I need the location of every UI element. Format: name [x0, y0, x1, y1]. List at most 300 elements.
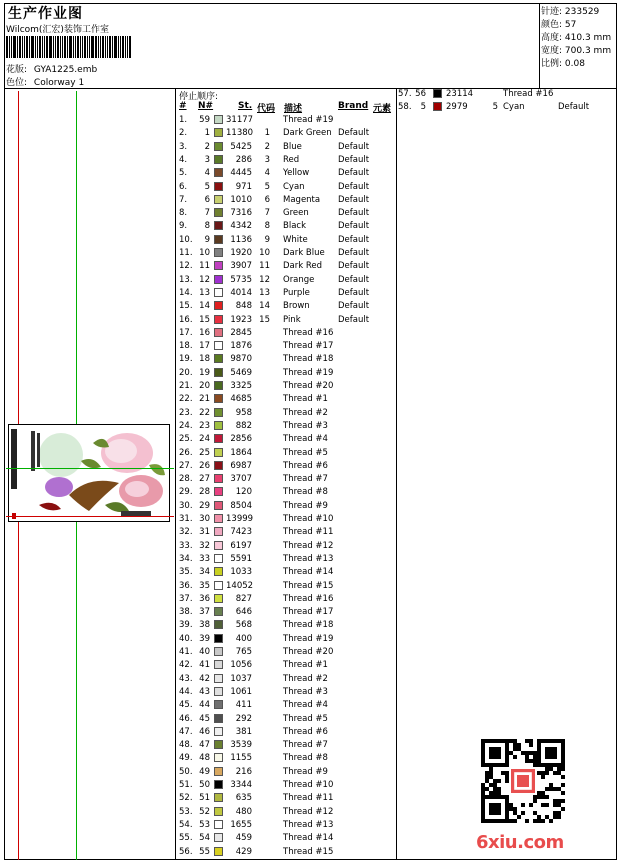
needle-number: 26: [199, 460, 210, 471]
stitch-count: 11380: [226, 128, 254, 139]
color-description: Thread #4: [283, 434, 328, 445]
stitch-count: 3325: [230, 381, 252, 391]
stitch-count: 5591: [230, 553, 252, 564]
needle-number: 14: [199, 301, 210, 312]
stitch-count: 958: [235, 407, 252, 418]
color-description: Thread #5: [283, 447, 328, 458]
stitch-count: 2845: [230, 327, 252, 338]
color-swatch: [214, 660, 223, 669]
row-index: 33.: [179, 540, 193, 551]
stitch-count: 216: [235, 766, 252, 777]
color-swatch: [214, 195, 223, 204]
color-swatch: [214, 620, 223, 629]
thread-brand: Default: [338, 274, 370, 285]
barcode: [6, 36, 142, 58]
color-description: Thread #6: [283, 460, 328, 471]
color-code: 10: [259, 248, 270, 258]
colorway-value: Colorway 1: [33, 78, 85, 88]
color-code: 3: [264, 154, 270, 165]
stitch-count: 1923: [230, 314, 252, 325]
row-index: 2.: [179, 128, 188, 139]
stitch-count: 568: [235, 620, 252, 631]
stitch-count: 765: [235, 647, 252, 657]
col-header-idx: #: [179, 101, 187, 111]
color-description: Thread #14: [283, 567, 334, 578]
color-swatch: [433, 89, 442, 98]
page-title: 生产作业图: [8, 6, 83, 22]
needle-number: 15: [199, 314, 210, 325]
row-index: 3.: [179, 141, 188, 152]
stitch-count: 5469: [230, 367, 252, 378]
stitch-count: 3539: [230, 740, 252, 751]
row-index: 40.: [179, 633, 193, 644]
color-swatch: [214, 634, 223, 643]
color-swatch: [214, 767, 223, 776]
needle-number: 43: [199, 686, 210, 697]
row-index: 14.: [179, 287, 193, 298]
row-index: 6.: [179, 181, 188, 192]
row-index: 25.: [179, 434, 193, 445]
row-index: 38.: [179, 607, 193, 618]
stitch-count: 6987: [230, 460, 252, 471]
needle-number: 1: [204, 128, 210, 139]
color-code: 6: [264, 194, 270, 205]
color-swatch: [214, 261, 223, 270]
row-index: 21.: [179, 381, 193, 391]
color-swatch: [214, 421, 223, 430]
row-index: 46.: [179, 713, 193, 724]
stitch-count: 1037: [230, 673, 252, 684]
color-swatch: [214, 168, 223, 177]
color-description: Thread #2: [283, 407, 328, 418]
design-label: 花版:: [6, 65, 28, 75]
color-swatch: [214, 527, 223, 536]
needle-number: 19: [199, 367, 210, 378]
thread-brand: Default: [338, 287, 370, 298]
color-swatch: [214, 474, 223, 483]
color-code: 8: [264, 221, 270, 232]
color-swatch: [214, 301, 223, 310]
stats-list: [541, 6, 611, 71]
needle-number: 6: [204, 194, 210, 205]
stitch-count: 286: [235, 154, 252, 165]
needle-number: 10: [199, 248, 210, 258]
color-code: 11: [259, 261, 270, 272]
needle-number: 59: [199, 115, 210, 125]
design-line: [6, 62, 97, 75]
row-index: 47.: [179, 726, 193, 737]
stitch-count: 292: [235, 713, 252, 724]
needle-number: 17: [199, 341, 210, 352]
row-index: 13.: [179, 274, 193, 285]
stitch-count: 848: [235, 301, 252, 312]
stat-height: 高度: 410.3 mm: [541, 33, 612, 43]
color-description: Thread #6: [283, 726, 328, 737]
row-index: 44.: [179, 686, 193, 697]
row-index: 52.: [179, 793, 193, 804]
color-description: Thread #16: [283, 593, 334, 604]
color-code: 1: [264, 128, 270, 139]
color-code: 5: [264, 181, 270, 192]
stitch-count: 6197: [230, 540, 252, 551]
color-description: Thread #17: [283, 607, 334, 618]
color-swatch: [433, 102, 442, 111]
stitch-count: 31177: [226, 115, 254, 125]
stitch-count: 3907: [230, 261, 252, 272]
qr-code: [481, 739, 565, 823]
company-name: Wilcom(汇宏)装饰工作室: [6, 25, 109, 35]
design-value: GYA1225.emb: [33, 65, 98, 75]
color-swatch: [214, 607, 223, 616]
color-swatch: [214, 248, 223, 257]
needle-number: 25: [199, 447, 210, 458]
needle-number: 22: [199, 407, 210, 418]
color-swatch: [214, 128, 223, 137]
needle-number: 3: [204, 154, 210, 165]
color-swatch: [214, 208, 223, 217]
needle-number: 5: [420, 102, 426, 113]
thread-brand: Default: [338, 154, 370, 165]
color-description: Dark Red: [283, 261, 323, 272]
needle-number: 42: [199, 673, 210, 684]
color-swatch: [214, 487, 223, 496]
row-index: 10.: [179, 234, 193, 245]
needle-number: 38: [199, 620, 210, 631]
embroidery-preview-image: [9, 425, 169, 521]
row-index: 24.: [179, 420, 193, 431]
color-swatch: [214, 541, 223, 550]
needle-number: 13: [199, 287, 210, 298]
color-description: Thread #17: [283, 341, 334, 352]
colorway-line: [6, 75, 84, 88]
row-index: 29.: [179, 487, 193, 498]
thread-brand: Default: [338, 168, 370, 179]
row-index: 28.: [179, 474, 193, 485]
row-index: 58.: [398, 102, 412, 113]
needle-number: 36: [199, 593, 210, 604]
stitch-count: 23114: [446, 89, 474, 99]
color-description: Blue: [283, 141, 302, 152]
design-preview: [8, 424, 170, 522]
color-swatch: [214, 408, 223, 417]
needle-number: 18: [199, 354, 210, 365]
thread-brand: Default: [558, 102, 590, 113]
color-code: 15: [259, 314, 270, 325]
color-swatch: [214, 647, 223, 656]
row-index: 57.: [398, 89, 412, 99]
row-index: 18.: [179, 341, 193, 352]
stitch-count: 381: [235, 726, 252, 737]
color-swatch: [214, 328, 223, 337]
thread-brand: Default: [338, 181, 370, 192]
color-swatch: [214, 554, 223, 563]
color-description: Thread #20: [283, 647, 334, 657]
color-description: Thread #16: [283, 327, 334, 338]
needle-number: 24: [199, 434, 210, 445]
color-swatch: [214, 581, 223, 590]
needle-number: 16: [199, 327, 210, 338]
stitch-count: 7423: [230, 527, 252, 538]
color-code: 13: [259, 287, 270, 298]
row-index: 43.: [179, 673, 193, 684]
stitch-count: 5735: [230, 274, 252, 285]
stitch-count: 1876: [230, 341, 252, 352]
color-description: Thread #19: [283, 115, 334, 125]
stitch-count: 827: [235, 593, 252, 604]
thread-brand: Default: [338, 194, 370, 205]
color-description: Red: [283, 154, 300, 165]
stitch-count: 4445: [230, 168, 252, 179]
needle-number: 31: [199, 527, 210, 538]
column-divider: [396, 88, 397, 860]
col-header-element: 元素: [373, 104, 392, 114]
color-description: Yellow: [283, 168, 310, 179]
color-swatch: [214, 341, 223, 350]
needle-number: 9: [204, 234, 210, 245]
color-description: Thread #19: [283, 367, 334, 378]
stitch-count: 429: [235, 846, 252, 857]
thread-brand: Default: [338, 141, 370, 152]
color-code: 4: [264, 168, 270, 179]
stitch-count: 13999: [226, 514, 254, 524]
color-description: Thread #12: [283, 540, 334, 551]
color-description: Thread #18: [283, 354, 334, 365]
row-index: 49.: [179, 753, 193, 764]
row-index: 26.: [179, 447, 193, 458]
color-code: 5: [492, 102, 498, 113]
thread-brand: Default: [338, 314, 370, 325]
stat-colors: 颜色: 57: [541, 20, 577, 30]
stitch-count: 8504: [230, 500, 252, 511]
color-description: Thread #20: [283, 381, 334, 391]
stop-sequence-label: 停止顺序:: [179, 92, 219, 102]
color-description: Thread #11: [283, 527, 334, 538]
needle-number: 45: [199, 713, 210, 724]
stitch-count: 882: [235, 420, 252, 431]
row-index: 41.: [179, 647, 193, 657]
color-swatch: [214, 354, 223, 363]
color-description: Thread #11: [283, 793, 334, 804]
needle-number: 32: [199, 540, 210, 551]
color-swatch: [214, 275, 223, 284]
color-description: Thread #8: [283, 487, 328, 498]
needle-number: 34: [199, 567, 210, 578]
colorway-label: 色位:: [6, 78, 28, 88]
stitch-count: 971: [235, 181, 252, 192]
row-index: 39.: [179, 620, 193, 631]
thread-brand: Default: [338, 261, 370, 272]
stitch-count: 635: [235, 793, 252, 804]
color-swatch: [214, 753, 223, 762]
color-swatch: [214, 235, 223, 244]
needle-number: 7: [204, 208, 210, 219]
row-index: 5.: [179, 168, 188, 179]
thread-brand: Default: [338, 301, 370, 312]
color-description: Thread #7: [283, 474, 328, 485]
row-index: 16.: [179, 314, 193, 325]
color-swatch: [214, 793, 223, 802]
color-description: Thread #12: [283, 806, 334, 817]
stitch-count: 3707: [230, 474, 252, 485]
needle-number: 5: [204, 181, 210, 192]
stat-scale: 比例: 0.08: [541, 59, 585, 69]
needle-number: 44: [199, 700, 210, 711]
needle-number: 21: [199, 394, 210, 405]
col-header-code: 代码: [257, 104, 276, 114]
needle-number: 29: [199, 500, 210, 511]
thread-brand: Default: [338, 234, 370, 245]
stitch-count: 1864: [230, 447, 252, 458]
row-index: 51.: [179, 780, 193, 790]
color-swatch: [214, 687, 223, 696]
stitch-count: 120: [235, 487, 252, 498]
row-index: 56.: [179, 846, 193, 857]
color-swatch: [214, 594, 223, 603]
col-header-brand: Brand: [338, 101, 369, 111]
stitch-count: 14052: [226, 580, 254, 591]
needle-number: 23: [199, 420, 210, 431]
row-index: 22.: [179, 394, 193, 405]
stitch-count: 1010: [230, 194, 252, 205]
needle-number: 48: [199, 753, 210, 764]
needle-number: 20: [199, 381, 210, 391]
color-code: 7: [264, 208, 270, 219]
stitch-count: 1056: [230, 660, 252, 671]
row-index: 54.: [179, 819, 193, 830]
color-swatch: [214, 847, 223, 856]
color-swatch: [214, 780, 223, 789]
thread-brand: Default: [338, 208, 370, 219]
needle-number: 27: [199, 474, 210, 485]
color-description: Magenta: [283, 194, 321, 205]
row-index: 4.: [179, 154, 188, 165]
color-code: 2: [264, 141, 270, 152]
preview-divider: [175, 88, 176, 860]
stitch-count: 2979: [446, 102, 468, 113]
needle-number: 37: [199, 607, 210, 618]
thread-brand: Default: [338, 248, 370, 258]
color-description: Thread #9: [283, 500, 328, 511]
stitch-count: 4685: [230, 394, 252, 405]
row-index: 55.: [179, 833, 193, 844]
needle-number: 55: [199, 846, 210, 857]
row-index: 12.: [179, 261, 193, 272]
color-swatch: [214, 394, 223, 403]
color-swatch: [214, 820, 223, 829]
color-swatch: [214, 807, 223, 816]
color-swatch: [214, 674, 223, 683]
color-description: Thread #8: [283, 753, 328, 764]
row-index: 23.: [179, 407, 193, 418]
color-swatch: [214, 434, 223, 443]
stat-stitches: 针迹: 233529: [541, 7, 600, 17]
needle-number: 47: [199, 740, 210, 751]
row-index: 50.: [179, 766, 193, 777]
color-description: Thread #13: [283, 553, 334, 564]
row-index: 31.: [179, 514, 193, 524]
color-swatch: [214, 221, 223, 230]
stitch-count: 1920: [230, 248, 252, 258]
row-index: 19.: [179, 354, 193, 365]
stitch-count: 1155: [230, 753, 252, 764]
needle-number: 40: [199, 647, 210, 657]
color-description: Thread #15: [283, 846, 334, 857]
needle-number: 11: [199, 261, 210, 272]
color-swatch: [214, 700, 223, 709]
color-swatch: [214, 142, 223, 151]
color-description: Purple: [283, 287, 310, 298]
row-index: 37.: [179, 593, 193, 604]
needle-number: 4: [204, 168, 210, 179]
needle-number: 8: [204, 221, 210, 232]
color-description: Thread #7: [283, 740, 328, 751]
needle-number: 51: [199, 793, 210, 804]
color-description: Thread #1: [283, 394, 328, 405]
needle-number: 56: [415, 89, 426, 99]
stitch-count: 4014: [230, 287, 252, 298]
color-swatch: [214, 381, 223, 390]
color-description: Cyan: [283, 181, 305, 192]
color-swatch: [214, 501, 223, 510]
stitch-count: 2856: [230, 434, 252, 445]
color-description: Thread #4: [283, 700, 328, 711]
site-watermark-logo: 6xiu.com: [476, 832, 564, 853]
color-description: Thread #2: [283, 673, 328, 684]
stitch-count: 400: [235, 633, 252, 644]
needle-number: 52: [199, 806, 210, 817]
row-index: 8.: [179, 208, 188, 219]
color-description: Dark Green: [283, 128, 332, 139]
color-description: Thread #10: [283, 514, 334, 524]
color-swatch: [214, 714, 223, 723]
col-header-n: N#: [198, 101, 214, 111]
color-description: Thread #15: [283, 580, 334, 591]
color-description: Thread #14: [283, 833, 334, 844]
color-description: Thread #3: [283, 686, 328, 697]
color-swatch: [214, 448, 223, 457]
color-code: 14: [259, 301, 270, 312]
row-index: 36.: [179, 580, 193, 591]
stitch-count: 3344: [230, 780, 252, 790]
needle-number: 54: [199, 833, 210, 844]
color-swatch: [214, 155, 223, 164]
row-index: 34.: [179, 553, 193, 564]
needle-number: 46: [199, 726, 210, 737]
color-description: Thread #19: [283, 633, 334, 644]
needle-number: 30: [199, 514, 210, 524]
stitch-count: 4342: [230, 221, 252, 232]
stitch-count: 5425: [230, 141, 252, 152]
color-description: Thread #18: [283, 620, 334, 631]
stitch-count: 411: [235, 700, 252, 711]
stitch-count: 1033: [230, 567, 252, 578]
needle-number: 2: [204, 141, 210, 152]
color-swatch: [214, 567, 223, 576]
needle-number: 35: [199, 580, 210, 591]
stitch-count: 480: [235, 806, 252, 817]
color-description: Thread #13: [283, 819, 334, 830]
color-description: Thread #3: [283, 420, 328, 431]
color-description: Thread #1: [283, 660, 328, 671]
color-description: Black: [283, 221, 306, 232]
stitch-count: 1061: [230, 686, 252, 697]
row-index: 30.: [179, 500, 193, 511]
row-index: 48.: [179, 740, 193, 751]
stat-width: 宽度: 700.3 mm: [541, 46, 612, 56]
color-swatch: [214, 368, 223, 377]
row-index: 1.: [179, 115, 188, 125]
stitch-count: 7316: [230, 208, 252, 219]
